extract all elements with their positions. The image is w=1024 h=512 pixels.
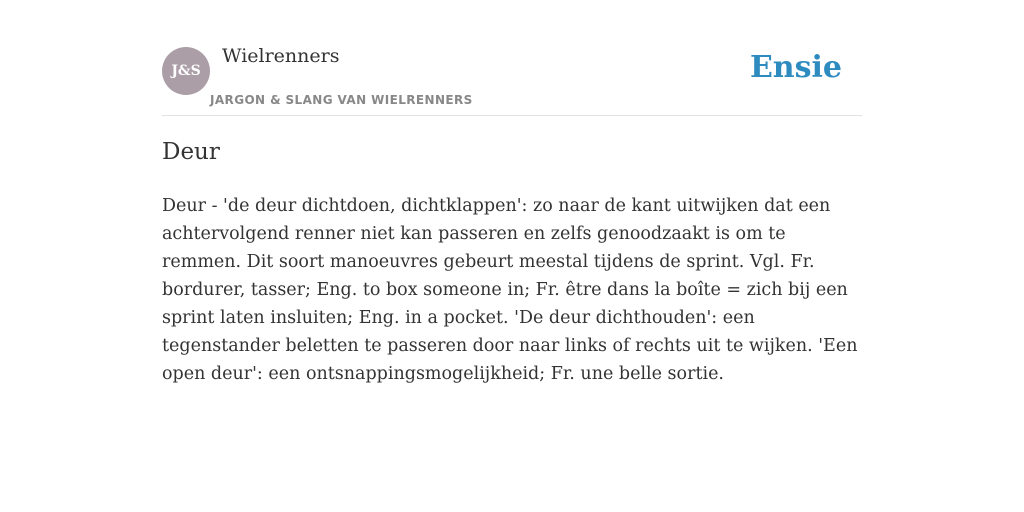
term-title: Deur <box>162 139 220 165</box>
source-title[interactable]: Wielrenners <box>222 45 340 67</box>
avatar[interactable]: J&S <box>162 47 210 95</box>
header <box>162 40 862 116</box>
brand-logo-link[interactable]: Ensie <box>749 50 842 85</box>
source-subtitle: JARGON & SLANG VAN WIELRENNERS <box>210 93 473 107</box>
definition-text: Deur - 'de deur dichtdoen, dichtklappen': zo naar de kant uitwijken dat een achtervolgend renner niet kan passeren en zelfs genoodzaakt is om te remmen. Dit soort manoeuvres gebeurt meestal tijdens de sprint. Vgl. Fr. bordurer, tasser; Eng. to box someone in; Fr. être dans la boîte = zich bij een sprint laten insluiten; Eng. in a pocket. 'De deur dichthouden': een tegenstander beletten te passeren door naar links of rechts uit te wijken. 'Een open deur': een ontsnappingsmogelijkheid; Fr. une belle sortie. <box>162 196 858 384</box>
